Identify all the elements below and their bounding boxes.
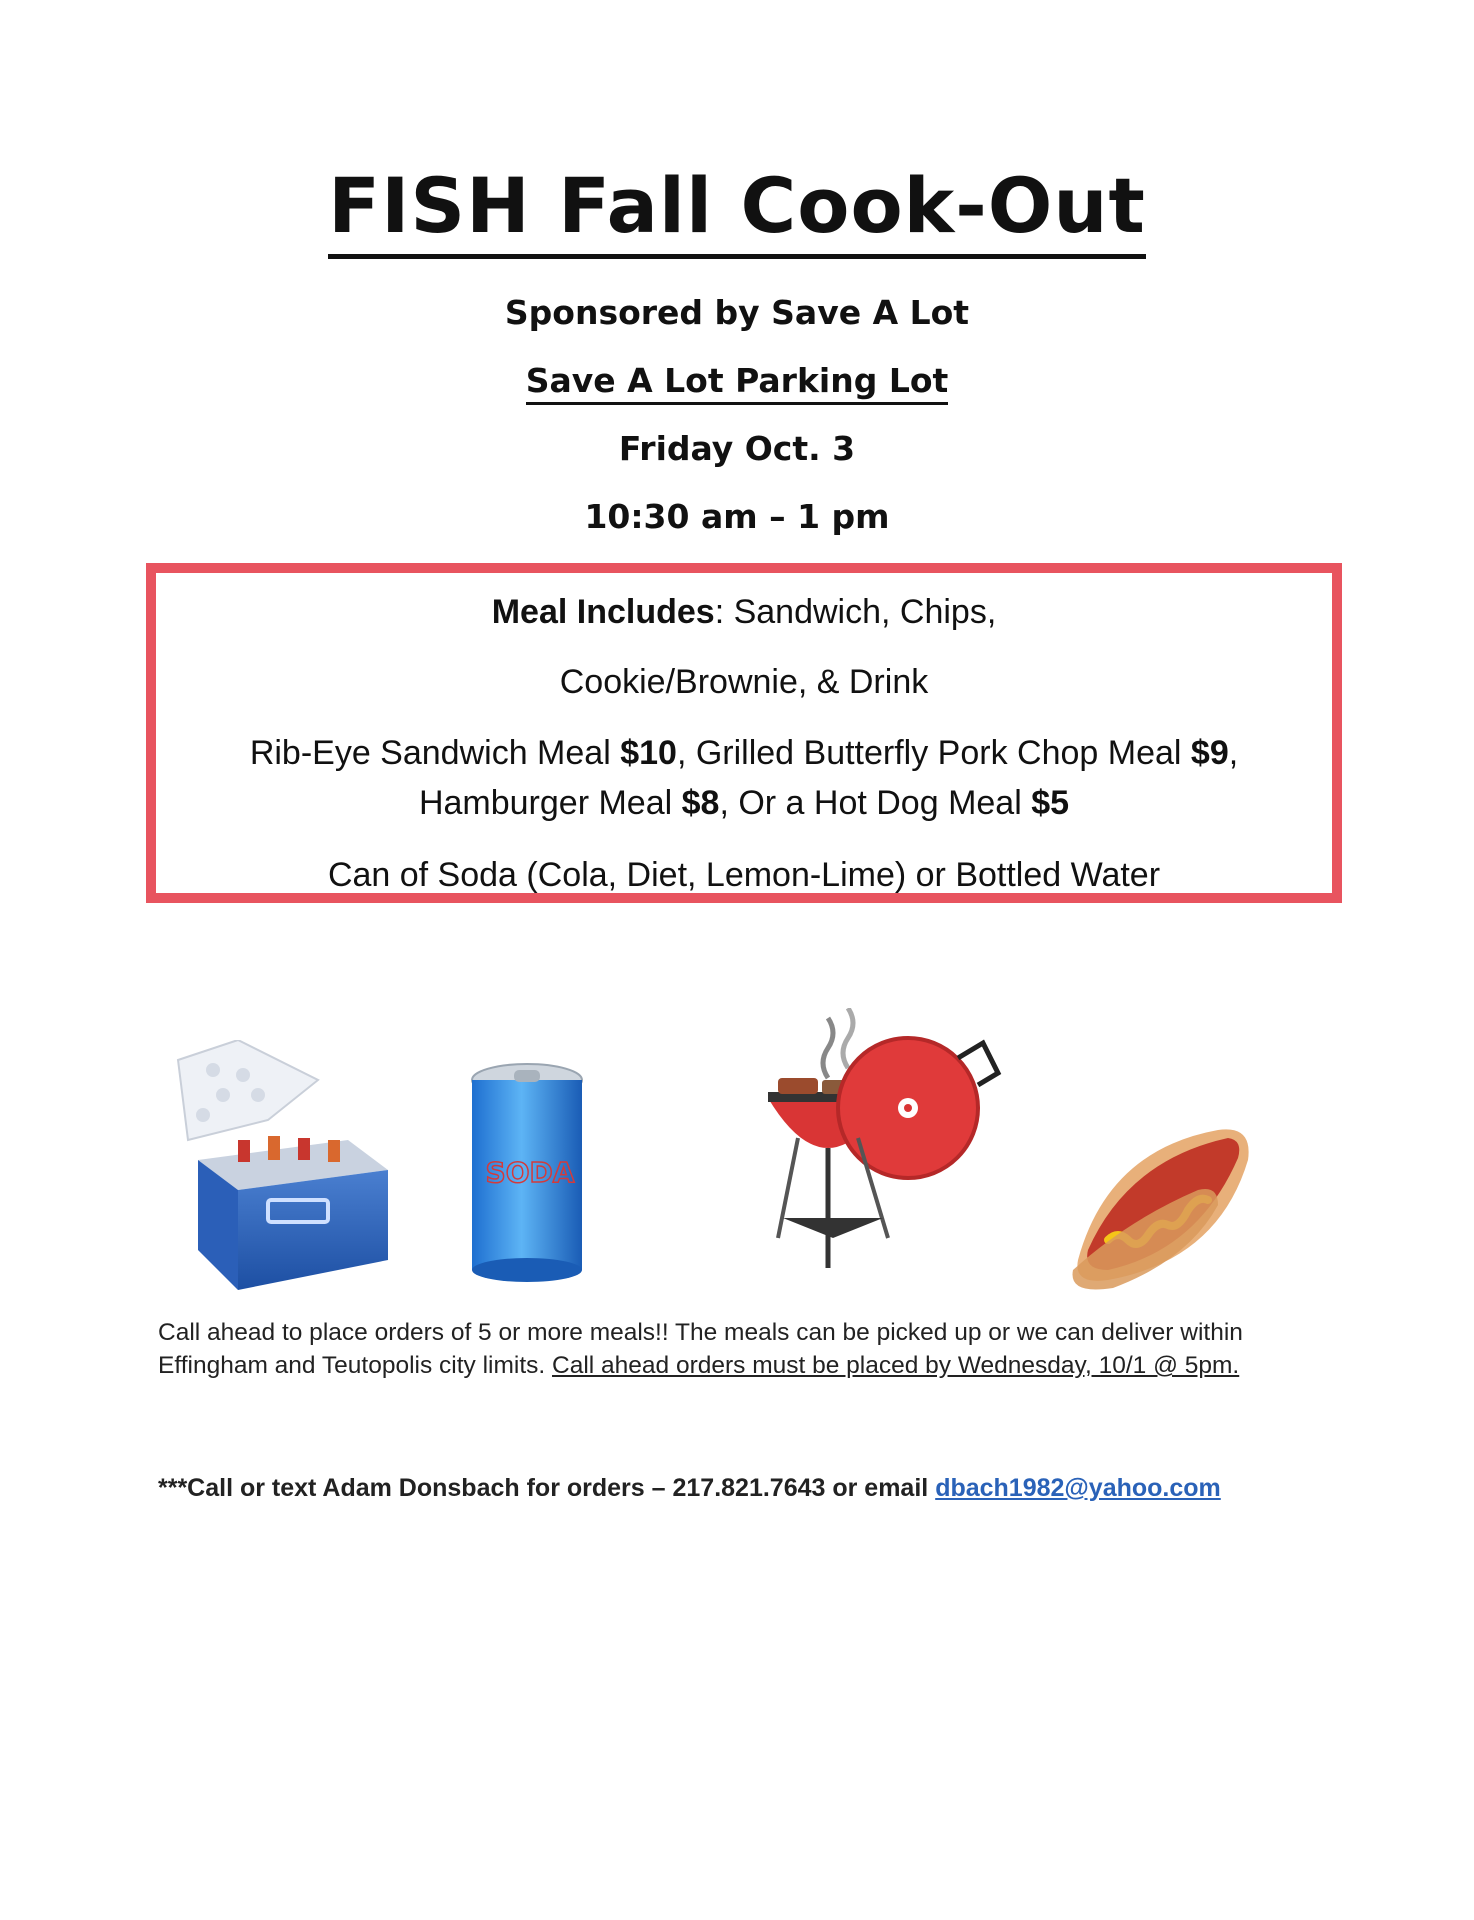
page-title <box>0 161 1474 259</box>
contact-line <box>158 1474 1358 1503</box>
drinks-line: Can of Soda (Cola, Diet, Lemon-Lime) or Bottled Water <box>327 856 1161 894</box>
contact-text: ***Call or text Adam Donsbach for orders – 217.821.7643 or email <box>158 1474 936 1502</box>
hotdog-label: , Or a Hot Dog Meal <box>719 784 1032 822</box>
soda-can-label: SODA <box>485 1156 575 1189</box>
meal-box <box>146 563 1342 903</box>
location-line <box>0 361 1474 400</box>
meal-includes-line <box>156 595 1332 629</box>
porkchop-label: , Grilled Butterfly Pork Chop Meal <box>676 734 1191 772</box>
prices-line-1 <box>156 736 1332 770</box>
soda-can-icon <box>462 1060 592 1282</box>
date-line: Friday Oct. 3 <box>618 429 856 468</box>
grill-icon <box>758 1008 1018 1278</box>
meal-includes-label: Meal Includes <box>491 593 715 631</box>
porkchop-end: , <box>1228 734 1239 772</box>
prices-line-2 <box>156 786 1332 820</box>
cooler-icon <box>168 1040 404 1290</box>
ribeye-label: Rib-Eye Sandwich Meal <box>249 734 621 772</box>
meal-includes-line-2: Cookie/Brownie, & Drink <box>559 663 929 701</box>
meal-includes-text: : Sandwich, Chips, <box>714 593 997 631</box>
title-text: FISH Fall Cook-Out <box>328 168 1146 259</box>
location-text: Save A Lot Parking Lot <box>526 361 949 405</box>
time-line: 10:30 am – 1 pm <box>584 497 890 536</box>
sponsor-line: Sponsored by Save A Lot <box>504 293 970 332</box>
hamburger-label: Hamburger Meal <box>418 784 682 822</box>
hotdog-price: $5 <box>1031 784 1070 822</box>
order-note-text: Call ahead to place orders of 5 or more meals!! The meals can be picked up or we can deliver within Effingham and Teutopolis city limits. <box>158 1319 1243 1379</box>
hamburger-price: $8 <box>681 784 720 822</box>
hotdog-icon <box>1068 1110 1256 1290</box>
porkchop-price: $9 <box>1190 734 1229 772</box>
ribeye-price: $10 <box>620 734 677 772</box>
order-deadline: Call ahead orders must be placed by Wednesday, 10/1 @ 5pm. <box>552 1352 1240 1379</box>
order-note <box>158 1316 1318 1382</box>
email-link[interactable]: dbach1982@yahoo.com <box>935 1474 1221 1502</box>
